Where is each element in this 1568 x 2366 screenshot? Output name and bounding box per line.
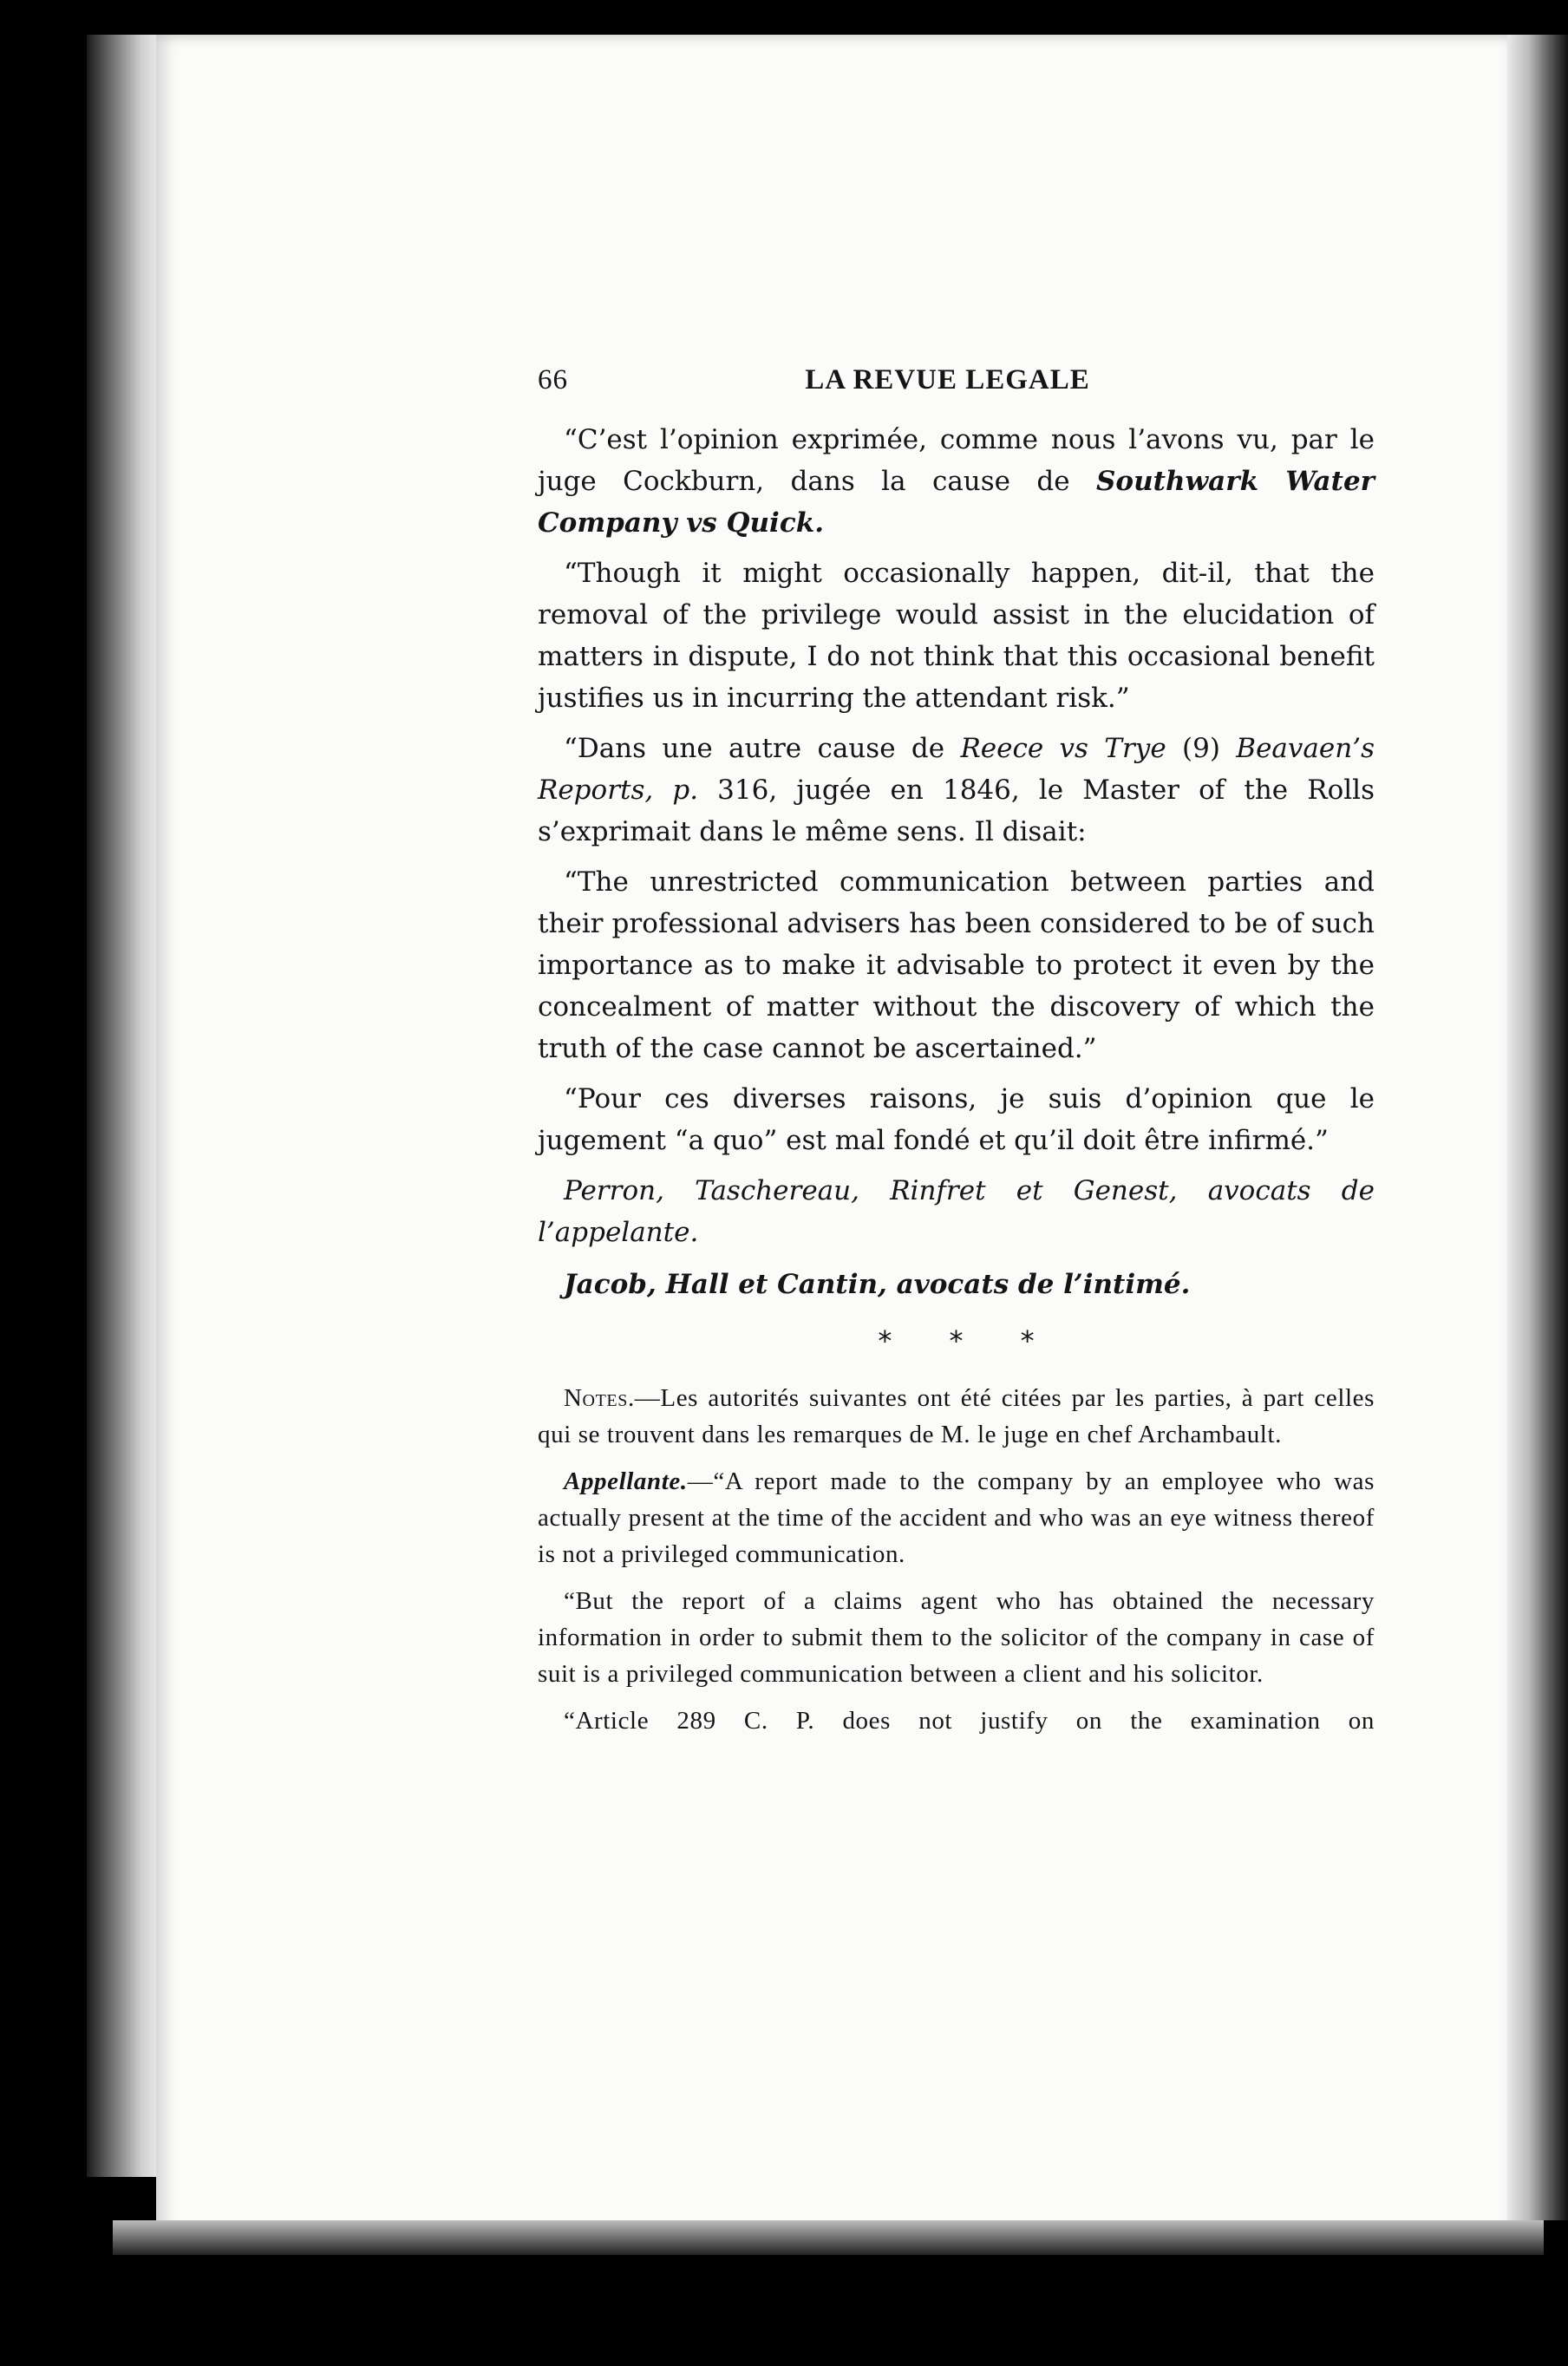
page-edge-right bbox=[1507, 35, 1568, 2220]
note-lead: Appellante. bbox=[564, 1467, 688, 1495]
note-claims-agent: “But the report of a claims agent who has obtained the necessary information in order to submit them to the solicitor of the company in case of suit is a privileged communication between a client and his solicitor. bbox=[538, 1587, 1375, 1688]
note-article-289: “Article 289 C. P. does not justify on the examination on bbox=[564, 1707, 1375, 1735]
case-name: Reece vs Trye bbox=[960, 733, 1166, 764]
reports-title: Beavaen’s Reports, p. bbox=[538, 733, 1375, 806]
page-number: 66 bbox=[538, 364, 568, 395]
note-text: —Les autorités suivantes ont été citées par les parties, à part celles qui se trouvent dans les remarques de M. le juge en chef Archambault. bbox=[538, 1384, 1375, 1448]
paragraph-cockburn-quote: “Though it might occasionally happen, dit-il, that the removal of the privilege would assist in the elucidation of matters in dispute, I do not think that this occasional benefit justifies us in incurring the attendant risk.” bbox=[538, 558, 1375, 714]
paragraph-text: “Dans une autre cause de bbox=[564, 733, 961, 764]
note-appellant bbox=[538, 1463, 1375, 1572]
paragraph-text: “C’est l’opinion exprimée, comme nous l’avons vu, par le juge Cockburn, dans la cause de bbox=[538, 424, 1375, 497]
text-block bbox=[538, 364, 1375, 1749]
paragraph-cockburn-opinion bbox=[538, 419, 1375, 544]
paragraph-reece-case bbox=[538, 728, 1375, 853]
citation-number: (9) bbox=[1166, 733, 1237, 764]
paragraph-conclusion: “Pour ces diverses raisons, je suis d’opinion que le jugement “a quo” est mal fondé et qu’il doit être infirmé.” bbox=[538, 1083, 1375, 1156]
paragraph-text: 316, jugée en 1846, le Master of the Rolls s’exprimait dans le même sens. Il disait: bbox=[538, 775, 1375, 847]
note-lead: Notes. bbox=[564, 1384, 635, 1412]
section-separator: * * * bbox=[878, 1324, 1059, 1357]
note-text: —“A report made to the company by an employee who was actually present at the time of the accident and who was an eye witness thereof is not a privileged communication. bbox=[538, 1467, 1375, 1568]
paragraph-rolls-quote: “The unrestricted communication between parties and their professional advisers has been considered to be of such importance as to make it advisable to protect it even by the concealment of matter without the discovery of which the truth of the case cannot be ascertained.” bbox=[538, 866, 1375, 1064]
journal-title: LA REVUE LEGALE bbox=[805, 364, 1090, 395]
counsel-appellant: Perron, Taschereau, Rinfret et Genest, avocats de l’appelante. bbox=[538, 1175, 1375, 1248]
page-bottom-shadow bbox=[113, 2220, 1544, 2255]
case-name: Southwark Water Company vs Quick. bbox=[538, 466, 1375, 539]
binding-edge-left bbox=[87, 35, 165, 2177]
note-authorities bbox=[538, 1380, 1375, 1453]
counsel-respondent: Jacob, Hall et Cantin, avocats de l’intimé. bbox=[564, 1269, 1191, 1300]
running-head bbox=[538, 364, 1375, 396]
